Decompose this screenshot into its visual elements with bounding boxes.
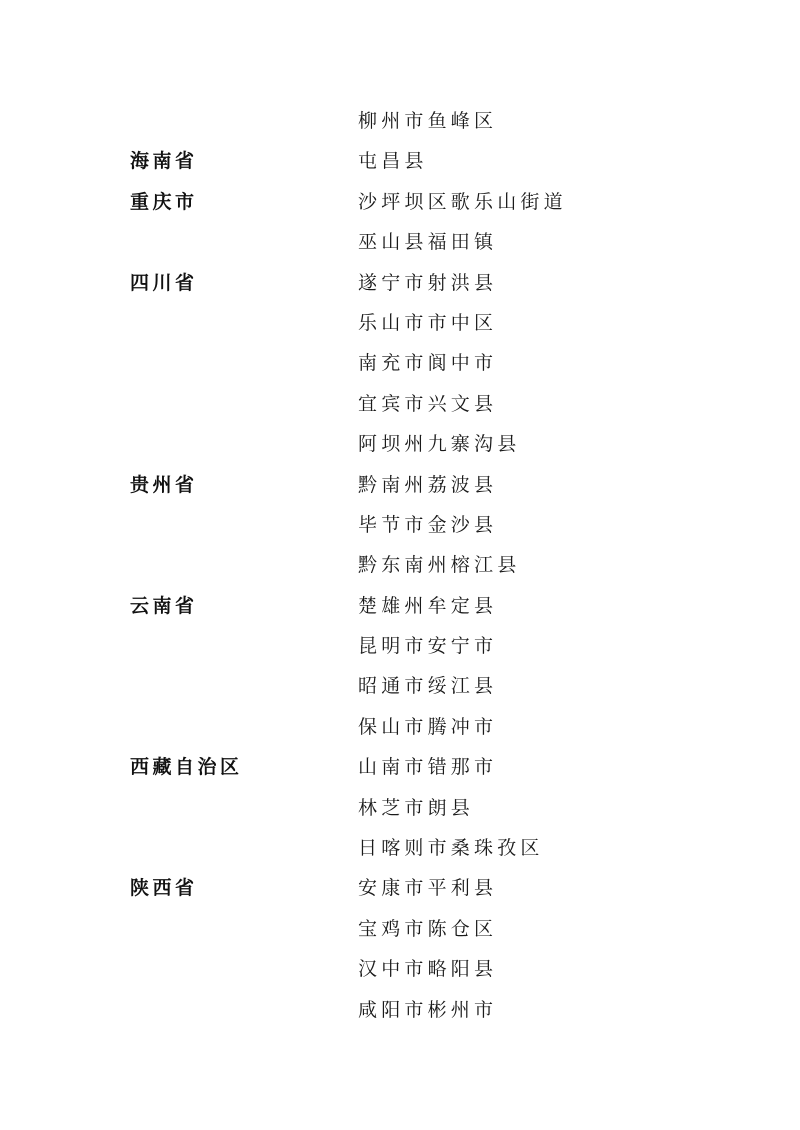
list-row [0,949,800,989]
list-row [0,707,800,747]
list-row [0,666,800,706]
province-label: 四川省 [130,271,198,294]
place-label: 汉中市略阳县 [358,958,498,981]
place-label: 屯昌县 [358,150,428,173]
place-label: 楚雄州牟定县 [358,594,498,617]
list-row [0,222,800,262]
list-row [0,828,800,868]
list-row [0,424,800,464]
list-row [0,182,800,222]
place-label: 日喀则市桑珠孜区 [358,837,544,860]
place-label: 宜宾市兴文县 [358,392,498,415]
place-label: 巫山县福田镇 [358,231,498,254]
province-label: 西藏自治区 [130,756,243,779]
province-label: 海南省 [130,150,198,173]
list-row [0,747,800,787]
place-label: 黔东南州榕江县 [358,554,521,577]
place-label: 昭通市绥江县 [358,675,498,698]
place-label: 南充市阆中市 [358,352,498,375]
list-row [0,909,800,949]
list-row [0,263,800,303]
list-row [0,465,800,505]
province-label: 贵州省 [130,473,198,496]
list-row [0,343,800,383]
place-label: 保山市腾冲市 [358,715,498,738]
list-row [0,141,800,181]
list-row [0,303,800,343]
place-label: 柳州市鱼峰区 [358,110,498,132]
province-label: 云南省 [130,594,198,617]
place-label: 沙坪坝区歌乐山街道 [358,190,567,213]
place-label: 黔南州荔波县 [358,473,498,496]
place-label: 乐山市市中区 [358,311,498,334]
region-list [0,101,800,1030]
list-row [0,626,800,666]
place-label: 毕节市金沙县 [358,513,498,536]
place-label: 山南市错那市 [358,756,498,779]
province-label: 陕西省 [130,877,198,900]
list-row [0,101,800,141]
list-row [0,990,800,1030]
place-label: 阿坝州九寨沟县 [358,433,521,456]
list-row [0,505,800,545]
place-label: 昆明市安宁市 [358,635,498,658]
place-label: 宝鸡市陈仓区 [358,917,498,940]
province-label: 重庆市 [130,190,198,213]
list-row [0,384,800,424]
place-label: 咸阳市彬州市 [358,998,498,1021]
list-row [0,868,800,908]
place-label: 安康市平利县 [358,877,498,900]
list-row [0,788,800,828]
list-row [0,545,800,585]
list-row [0,586,800,626]
place-label: 遂宁市射洪县 [358,271,498,294]
place-label: 林芝市朗县 [358,796,475,819]
